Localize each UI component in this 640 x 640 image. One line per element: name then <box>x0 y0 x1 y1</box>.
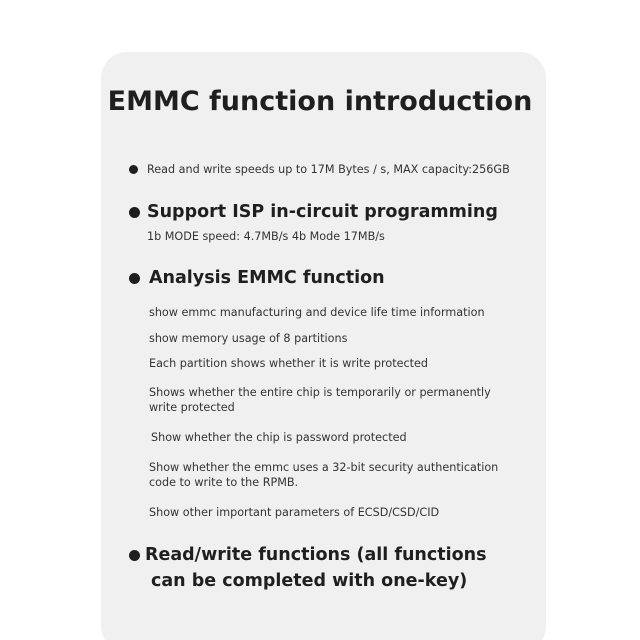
page-title: EMMC function introduction <box>107 86 533 117</box>
analysis-item: write protected <box>149 401 235 414</box>
analysis-item: Each partition shows whether it is write protected <box>149 357 429 370</box>
analysis-item: Shows whether the entire chip is temporarily or permanently <box>149 386 491 399</box>
analysis-item: show emmc manufacturing and device life time information <box>149 306 485 319</box>
analysis-item: show memory usage of 8 partitions <box>149 332 348 345</box>
bullet-dot-icon <box>129 207 140 218</box>
analysis-item: Show other important parameters of ECSD/CSD/CID <box>149 506 440 519</box>
analysis-heading: Analysis EMMC function <box>149 268 385 288</box>
bullet-dot-icon <box>129 273 140 284</box>
rw-heading-line-2: can be completed with one-key) <box>151 571 468 591</box>
speed-capacity-text: Read and write speeds up to 17M Bytes / s, MAX capacity:256GB <box>147 163 510 176</box>
isp-heading: Support ISP in-circuit programming <box>147 202 498 222</box>
analysis-item: Show whether the chip is password protected <box>151 431 407 444</box>
analysis-item: code to write to the RPMB. <box>149 476 299 489</box>
rw-heading-line-1: Read/write functions (all functions <box>145 545 487 565</box>
bullet-dot-icon <box>129 550 140 561</box>
analysis-item: Show whether the emmc uses a 32-bit security authentication <box>149 461 499 474</box>
isp-speed-text: 1b MODE speed: 4.7MB/s 4b Mode 17MB/s <box>147 230 385 243</box>
bullet-dot-icon <box>129 165 138 174</box>
